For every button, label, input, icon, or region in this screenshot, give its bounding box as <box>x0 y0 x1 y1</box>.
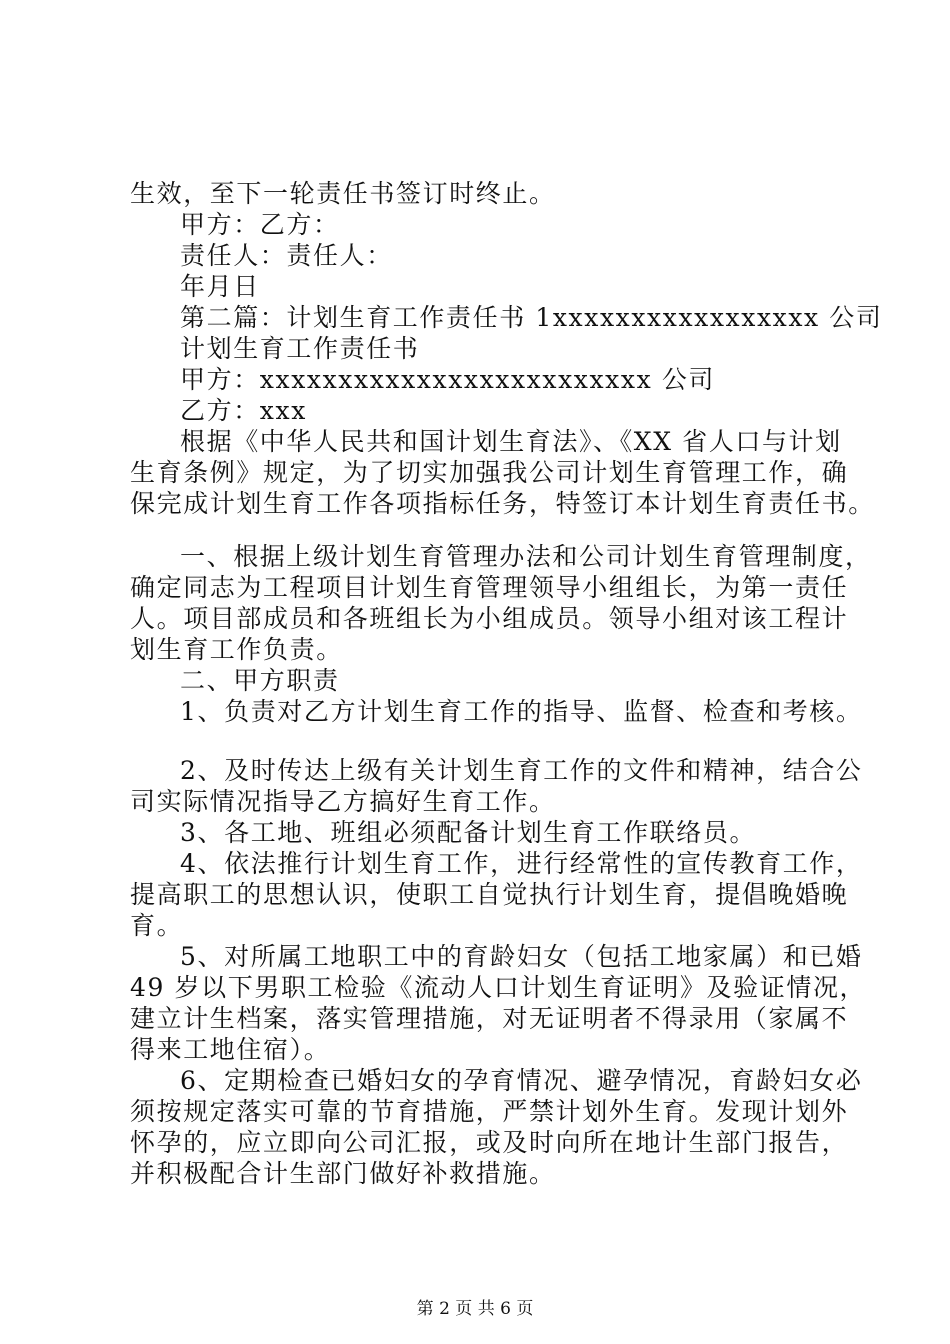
text-line-8: 乙方：xxx <box>180 396 307 425</box>
text-line-5: 第二篇：计划生育工作责任书 1xxxxxxxxxxxxxxxxx 公司 <box>180 303 883 332</box>
text-line-10: 生育条例》规定，为了切实加强我公司计划生育管理工作，确 <box>130 458 849 487</box>
text-line-27: 得来工地住宿）。 <box>130 1035 331 1064</box>
text-line-6: 计划生育工作责任书 <box>180 334 420 363</box>
text-line-15: 划生育工作负责。 <box>130 635 343 664</box>
text-line-29: 须按规定落实可靠的节育措施，严禁计划外生育。发现计划外 <box>130 1097 849 1126</box>
text-line-26: 建立计生档案，落实管理措施，对无证明者不得录用（家属不 <box>130 1004 849 1033</box>
text-line-7: 甲方：xxxxxxxxxxxxxxxxxxxxxxxxx 公司 <box>180 365 716 394</box>
text-line-20: 3、各工地、班组必须配备计划生育工作联络员。 <box>180 818 757 847</box>
text-line-13: 确定同志为工程项目计划生育管理领导小组组长，为第一责任 <box>130 573 849 602</box>
text-line-22: 提高职工的思想认识，使职工自觉执行计划生育，提倡晚婚晚 <box>130 880 849 909</box>
text-line-31: 并积极配合计生部门做好补救措施。 <box>130 1159 556 1188</box>
text-line-3: 责任人：责任人： <box>180 241 393 270</box>
text-line-18: 2、及时传达上级有关计划生育工作的文件和精神，结合公 <box>180 756 863 785</box>
text-line-1: 生效，至下一轮责任书签订时终止。 <box>130 179 556 208</box>
text-line-4: 年月日 <box>180 272 260 301</box>
text-line-16: 二、甲方职责 <box>180 666 340 695</box>
text-line-12: 一、根据上级计划生育管理办法和公司计划生育管理制度， <box>180 542 872 571</box>
text-line-9: 根据《中华人民共和国计划生育法》、《XX 省人口与计划 <box>180 427 842 456</box>
text-line-24: 5、对所属工地职工中的育龄妇女（包括工地家属）和已婚 <box>180 942 863 971</box>
text-line-30: 怀孕的，应立即向公司汇报，或及时向所在地计生部门报告， <box>130 1128 849 1157</box>
page-number-footer: 第 2 页 共 6 页 <box>416 1299 534 1319</box>
text-line-19: 司实际情况指导乙方搞好生育工作。 <box>130 787 556 816</box>
text-line-2: 甲方：乙方： <box>180 210 340 239</box>
text-line-28: 6、定期检查已婚妇女的孕育情况、避孕情况，育龄妇女必 <box>180 1066 863 1095</box>
text-line-25: 49 岁以下男职工检验《流动人口计划生育证明》及验证情况， <box>130 973 867 1002</box>
text-line-14: 人。项目部成员和各班组长为小组成员。领导小组对该工程计 <box>130 604 849 633</box>
text-line-23: 育。 <box>130 911 184 940</box>
text-line-21: 4、依法推行计划生育工作，进行经常性的宣传教育工作， <box>180 849 863 878</box>
text-line-17: 1、负责对乙方计划生育工作的指导、监督、检查和考核。 <box>180 697 863 726</box>
text-line-11: 保完成计划生育工作各项指标任务，特签订本计划生育责任书。 <box>130 489 875 518</box>
